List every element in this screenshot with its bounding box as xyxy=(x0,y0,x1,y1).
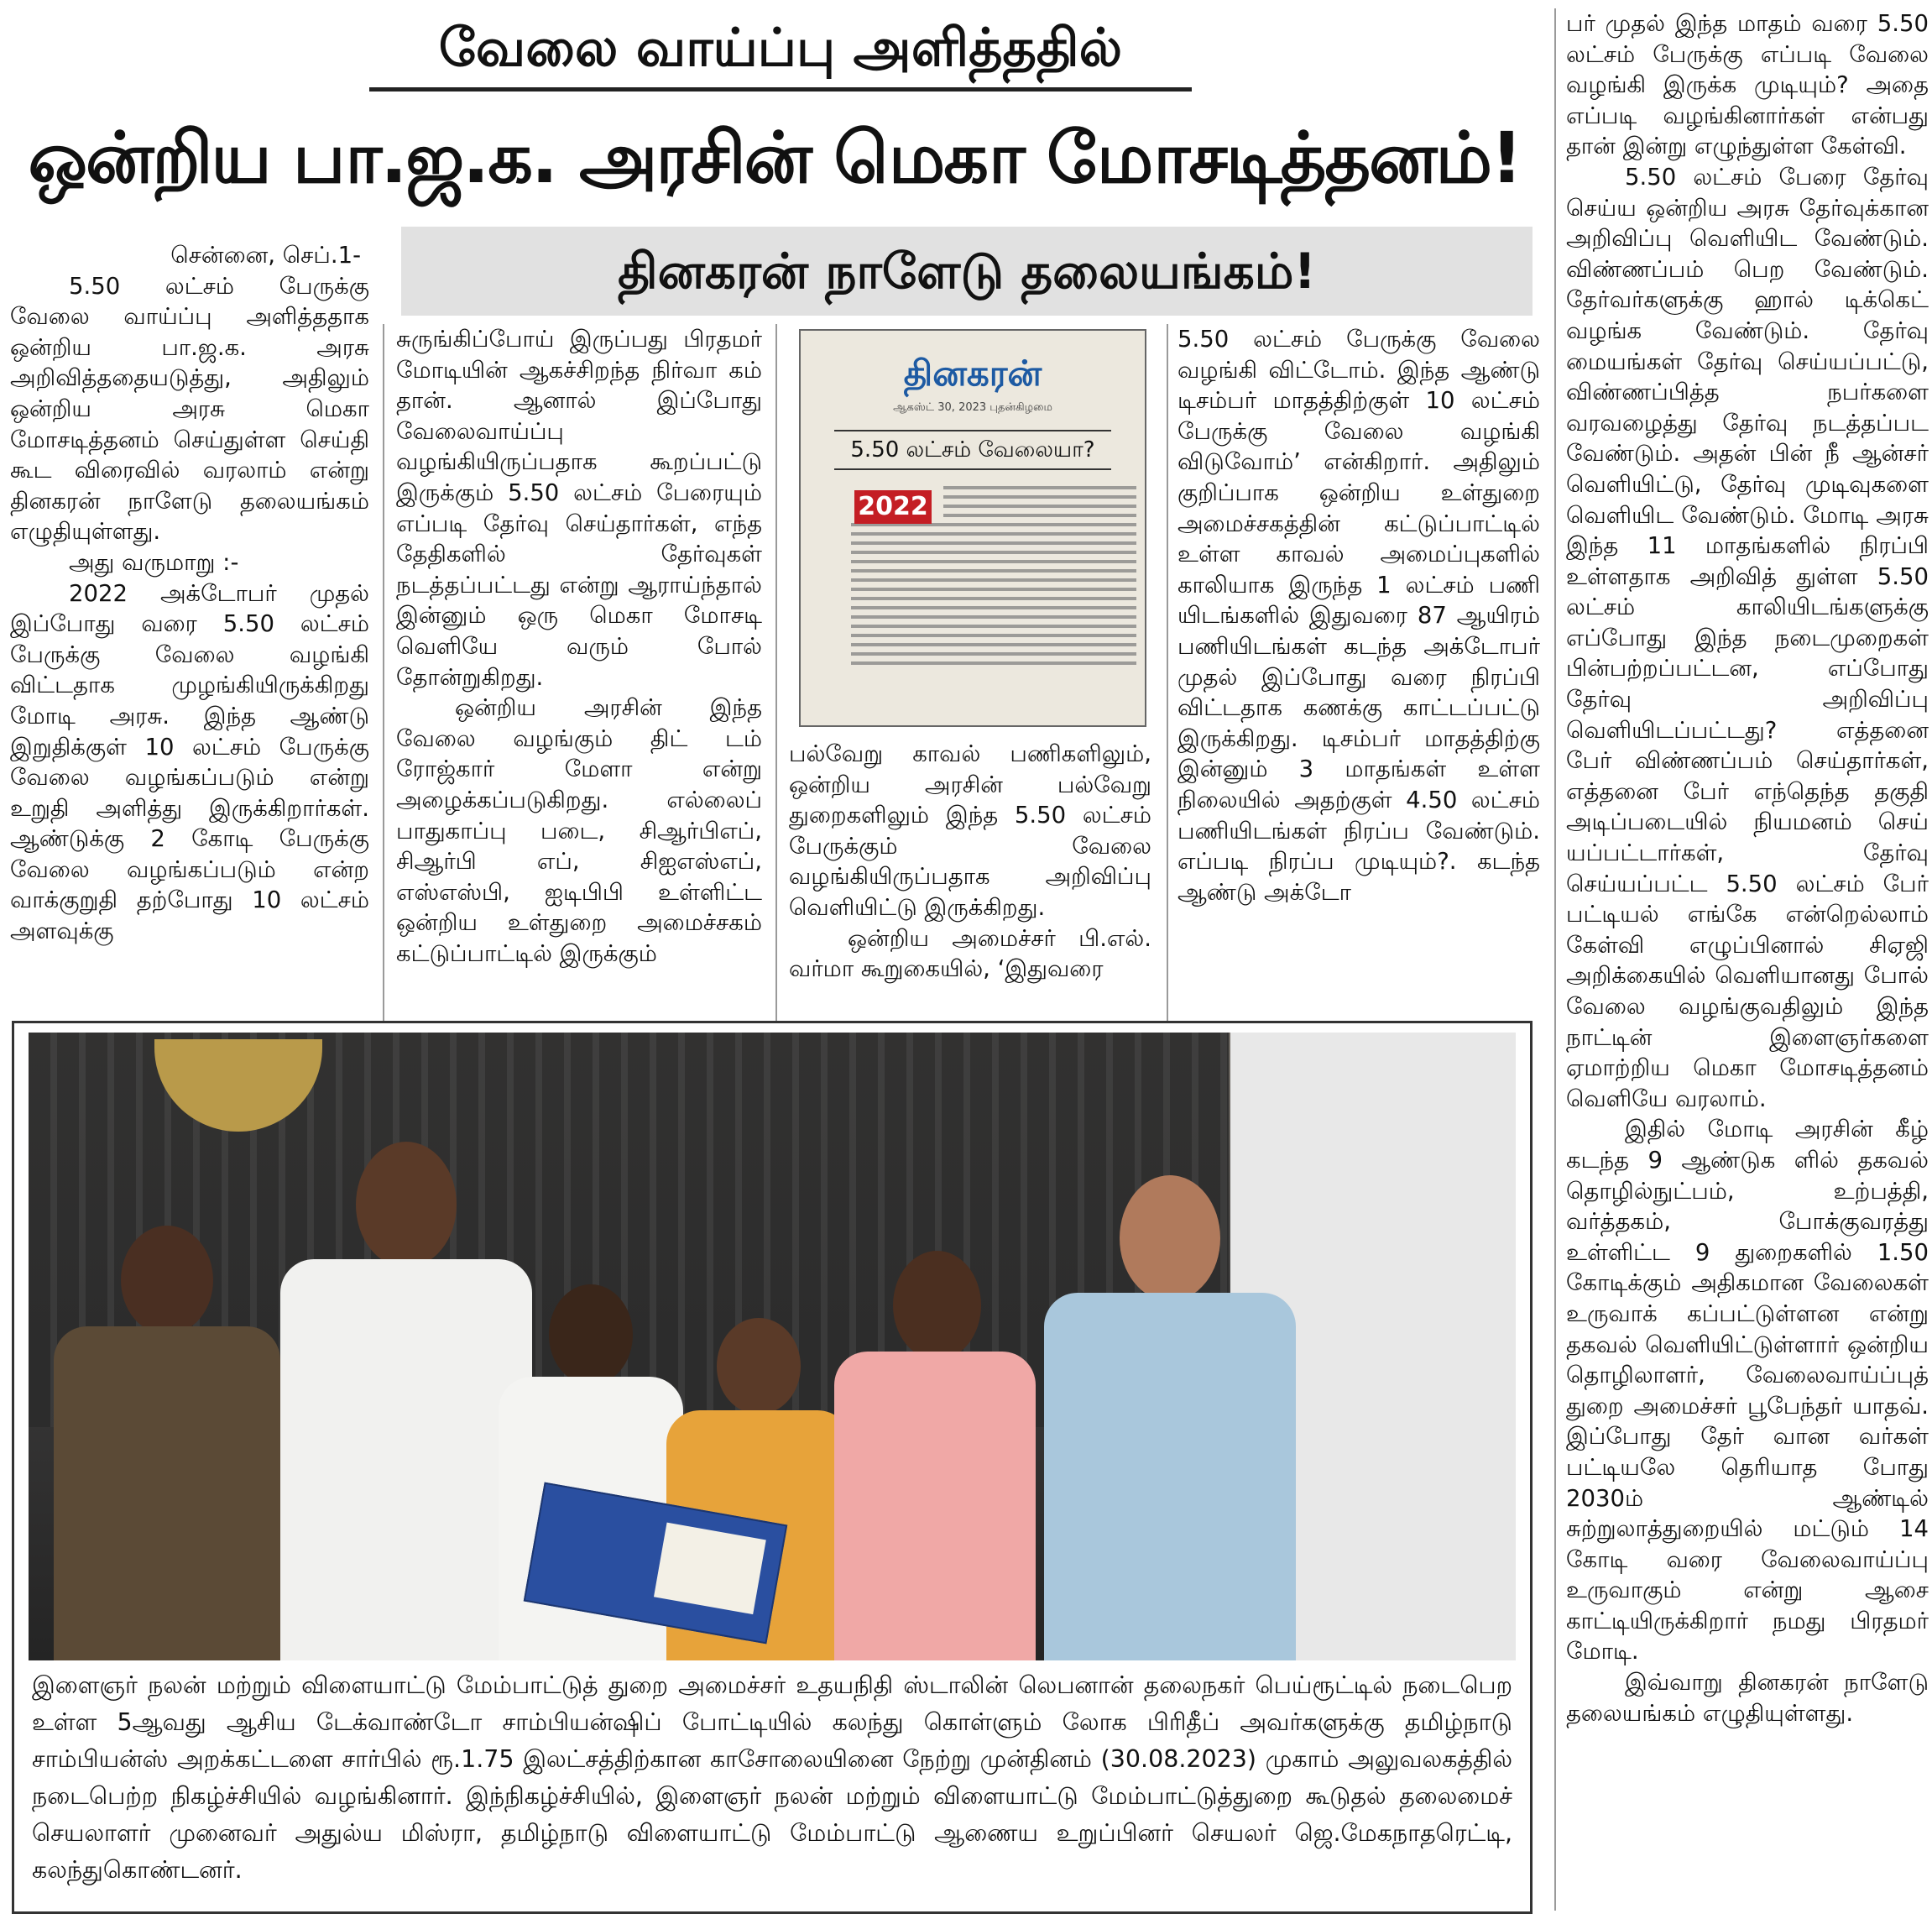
event-photo xyxy=(29,1033,1516,1660)
article-column-3 xyxy=(789,739,1151,1024)
person-6 xyxy=(1044,1175,1296,1660)
column-rule xyxy=(1167,324,1168,1021)
column-rule xyxy=(775,324,777,1021)
clip-masthead: தினகரன் xyxy=(903,353,1042,394)
paragraph: ஒன்றிய அரசின் இந்த வேலை வழங்கும் திட் டம் ரோஜ்கார் மேளா என்று அழைக்கப்படுகிறது. எல்லைப் பாதுகாப்பு படை, சிஆர்பிஎப், சிஆர்பி எப், சிஐஎஸ்எப், எஸ்எஸ்பி, ஐடிபிபி உள்ளிட்ட ஒன்றிய உள்துறை அமைச்சகம் கட்டுப்பாட்டில் இருக்கும் xyxy=(396,694,762,967)
column-rule xyxy=(1554,8,1556,1911)
photo-caption xyxy=(32,1667,1512,1894)
person-2 xyxy=(280,1142,532,1660)
paragraph: அது வருமாறு :- xyxy=(69,548,239,576)
paragraph: இதில் மோடி அரசின் கீழ் கடந்த 9 ஆண்டுக ளில் தகவல் தொழில்நுட்பம், உற்பத்தி, வர்த்தகம், போக்குவரத்து உள்ளிட்ட 9 துறைகளில் 1.50 கோடிக்கும் அதிகமான வேலைகள் உருவாக் கப்பட்டுள்ளன என்று தகவல் வெளியிட்டுள்ளார் ஒன்றிய தொழிலாளர், வேலைவாய்ப்புத் துறை அமைச்சர் பூபேந்தர் யாதவ். இப்போது தேர் வான வர்கள் பட்டியலே தெரியாத போது 2030ம் ஆண்டில் சுற்றுலாத்துறையில் மட்டும் 14 கோடி வரை வேலைவாய்ப்பு உருவாகும் என்று ஆசை காட்டியிருக்கிறார் நமது பிரதமர் மோடி. xyxy=(1566,1116,1929,1665)
paragraph: 5.50 லட்சம் பேரை தேர்வு செய்ய ஒன்றிய அரசு தேர்வுக்கான அறிவிப்பு வெளியிட வேண்டும். விண்ணப்பம் பெற வேண்டும். தேர்வர்களுக்கு ஹால் டிக்கெட் வழங்க வேண்டும். தேர்வு மையங்கள் தேர்வு செய்யப்பட்டு, விண்ணப்பித்த நபர்களை வரவழைத்து தேர்வு நடத்தப்பட வேண்டும். அதன் பின் நீ ஆன்சர் வெளியிட்டு, தேர்வு முடிவுகளை வெளியிட வேண்டும். மோடி அரசு இந்த 11 மாதங்களில் நிரப்பி உள்ளதாக அறிவித் துள்ள 5.50 லட்சம் காலியிடங்களுக்கு எப்போது இந்த நடைமுறைகள் பின்பற்றப்பட்டன, எப்போது தேர்வு அறிவிப்பு வெளியிடப்பட்டது? எத்தனை பேர் விண்ணப்பம் செய்தார்கள், எத்தனை பேர் எந்தெந்த தகுதி அடிப்படையில் நியமனம் செய் யப்பட்டார்கள், தேர்வு செய்யப்பட்ட 5.50 லட்சம் பேர் பட்டியல் எங்கே என்றெல்லாம் கேள்வி எழுப்பினால் சிஏஜி அறிக்கையில் வெளியானது போல் வேலை வழங்குவதிலும் இந்த நாட்டின் இளைஞர்களை ஏமாற்றிய மெகா மோசடித்தனம் வெளியே வரலாம். xyxy=(1566,163,1929,1112)
paragraph: 5.50 லட்சம் பேருக்கு வேலை வாய்ப்பு அளித்ததாக ஒன்றிய பா.ஜ.க. அரசு அறிவித்ததையடுத்து, அதிலும் ஒன்றிய அரசு மெகா மோசடித்தனம் செய்துள்ள செய்தி கூட விரைவில் வரலாம் என்று தினகரன் நாளேடு தலையங்கம் எழுதியுள்ளது. xyxy=(10,272,369,546)
article-column-1 xyxy=(10,240,369,1021)
paragraph: பர் முதல் இந்த மாதம் வரை 5.50 லட்சம் பேருக்கு எப்படி வேலை வழங்கி இருக்க முடியும்? அதை எப்படி வழங்கினார்கள் என்பது தான் இன்று எழுந்துள்ள கேள்வி. xyxy=(1566,10,1929,160)
paragraph: ஒன்றிய அமைச்சர் பி.எல். வர்மா கூறுகையில், ‘இதுவரை xyxy=(789,924,1151,983)
paragraph: பல்வேறு காவல் பணிகளிலும், ஒன்றிய அரசின் பல்வேறு துறைகளிலும் இந்த 5.50 லட்சம் பேருக்கும் வேலை வழங்கியிருப்பதாக அறிவிப்பு வெளியிட்டு இருக்கிறது. xyxy=(789,740,1151,921)
kicker-headline: வேலை வாய்ப்பு அளித்ததில் xyxy=(438,17,1123,78)
clip-date: ஆகஸ்ட் 30, 2023 புதன்கிழமை xyxy=(893,401,1052,414)
clip-year-badge: 2022 xyxy=(854,490,932,524)
dateline: சென்னை, செப்.1- xyxy=(170,242,361,269)
person-1 xyxy=(54,1226,280,1660)
person-5 xyxy=(834,1251,1036,1660)
article-column-4 xyxy=(1177,324,1540,1024)
paragraph: 5.50 லட்சம் பேருக்கு வேலை வழங்கி விட்டோம். இந்த ஆண்டு டிசம்பர் மாதத்திற்குள் 10 லட்சம் பேருக்கு வேலை வழங்கி விடுவோம்’ என்கிறார். அதிலும் குறிப்பாக ஒன்றிய உள்துறை அமைச்சகத்தின் கட்டுப்பாட்டில் உள்ள காவல் அமைப்புகளில் காலியாக இருந்த 1 லட்சம் பணி யிடங்களில் இதுவரை 87 ஆயிரம் பணியிடங்கள் கடந்த அக்டோபர் முதல் இப்போது வரை நிரப்பி விட்டதாக கணக்கு காட்டப்பட்டு இருக்கிறது. டிசம்பர் மாதத்திற்கு இன்னும் 3 மாதங்கள் உள்ள நிலையில் அதற்குள் 4.50 லட்சம் பணியிடங்கள் நிரப்ப வேண்டும். எப்படி நிரப்ப முடியும்?. கடந்த ஆண்டு அக்டோ xyxy=(1177,326,1540,906)
paragraph: இவ்வாறு தினகரன் நாளேடு தலையங்கம் எழுதியுள்ளது. xyxy=(1566,1669,1929,1727)
column-rule xyxy=(383,324,384,1021)
newspaper-clipping-image xyxy=(799,329,1146,727)
paragraph: 2022 அக்டோபர் முதல் இப்போது வரை 5.50 லட்சம் பேருக்கு வேலை வழங்கி விட்டதாக முழங்கியிருக்கிறது மோடி அரசு. இந்த ஆண்டு இறுதிக்குள் 10 லட்சம் பேருக்கு வேலை வழங்கப்படும் என்று உறுதி அளித்து இருக்கிறார்கள். ஆண்டுக்கு 2 கோடி பேருக்கு வேலை வழங்கப்படும் என்ற வாக்குறுதி தற்போது 10 லட்சம் அளவுக்கு xyxy=(10,579,369,945)
paragraph: சுருங்கிப்போய் இருப்பது பிரதமர் மோடியின் ஆகச்சிறந்த நிர்வா கம் தான். ஆனால் இப்போது வேலைவாய்ப்பு வழங்கியிருப்பதாக கூறப்பட்டு இருக்கும் 5.50 லட்சம் பேரையும் எப்படி தேர்வு செய்தார்கள், எந்த தேதிகளில் தேர்வுகள் நடத்தப்பட்டது என்று ஆராய்ந்தால் இன்னும் ஒரு மெகா மோசடி வெளியே வரும் போல் தோன்றுகிறது. xyxy=(396,326,762,691)
caption-text: இளைஞர் நலன் மற்றும் விளையாட்டு மேம்பாட்டுத் துறை அமைச்சர் உதயநிதி ஸ்டாலின் லெபனான் தலைநகர் பெய்ரூட்டில் நடைபெற உள்ள 5ஆவது ஆசிய டேக்வாண்டோ சாம்பியன்ஷிப் போட்டியில் கலந்து கொள்ளும் லோக பிரிதீப் அவர்களுக்கு தமிழ்நாடு சாம்பியன்ஸ் அறக்கட்டளை சார்பில் ரூ.1.75 இலட்சத்திற்கான காசோலையினை நேற்று முன்தினம் (30.08.2023) முகாம் அலுவலகத்தில் நடைபெற்ற நிகழ்ச்சியில் வழங்கினார். இந்நிகழ்ச்சியில், இளைஞர் நலன் மற்றும் விளையாட்டு மேம்பாட்டுத்துறை கூடுதல் தலைமைச் செயலாளர் முனைவர் அதுல்ய மிஸ்ரா, தமிழ்நாடு விளையாட்டு மேம்பாட்டு ஆணைய உறுப்பினர் செயலர் ஜெ.மேகநாதரெட்டி, கலந்துகொண்டனர். xyxy=(32,1671,1512,1884)
article-column-2 xyxy=(396,324,762,1022)
article-column-5 xyxy=(1566,8,1929,1911)
subhead: தினகரன் நாளேடு தலையங்கம்! xyxy=(618,243,1316,300)
kicker-rule xyxy=(369,87,1192,92)
main-headline: ஒன்றிய பா.ஜ.க. அரசின் மெகா மோசடித்தனம்! xyxy=(28,117,1522,199)
clip-editorial-title: 5.50 லட்சம் வேலையா? xyxy=(834,430,1111,470)
